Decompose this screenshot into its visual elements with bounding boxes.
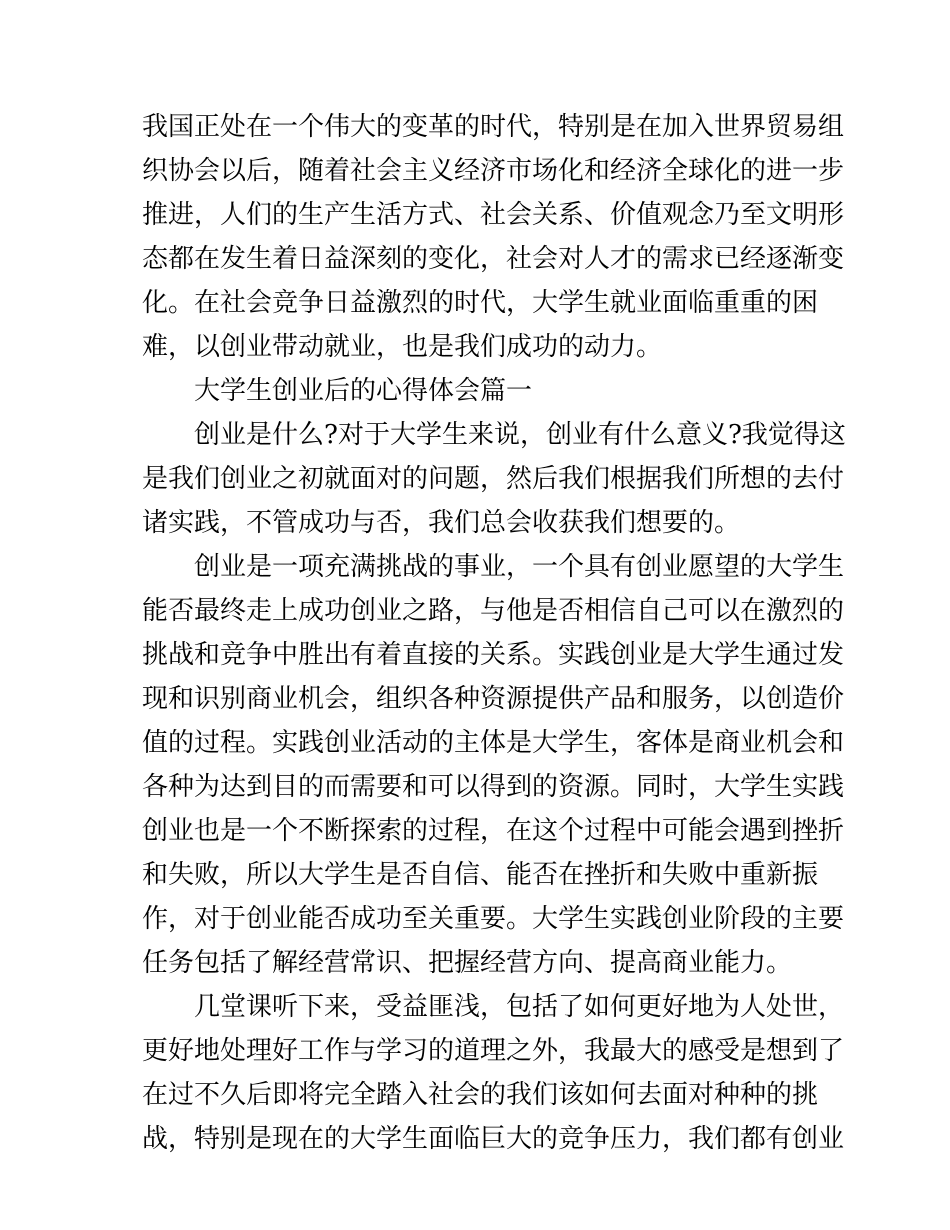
text-line: 更好地处理好工作与学习的道理之外，我最大的感受是想到了 [142,1036,845,1066]
text-line: 几堂课听下来，受益匪浅，包括了如何更好地为人处世， [194,992,845,1022]
section-heading: 大学生创业后的心得体会篇一 [194,376,533,406]
text-line: 诸实践，不管成功与否，我们总会收获我们想要的。 [142,508,741,538]
text-line: 任务包括了解经营常识、把握经营方向、提高商业能力。 [142,948,793,978]
text-line: 各种为达到目的而需要和可以得到的资源。同时，大学生实践 [142,772,845,802]
text-line: 作，对于创业能否成功至关重要。大学生实践创业阶段的主要 [142,904,845,934]
text-line: 战，特别是现在的大学生面临巨大的竞争压力，我们都有创业 [142,1124,845,1154]
text-line: 和失败，所以大学生是否自信、能否在挫折和失败中重新振 [142,860,819,890]
text-line: 推进，人们的生产生活方式、社会关系、价值观念乃至文明形 [142,200,845,230]
text-line: 在过不久后即将完全踏入社会的我们该如何去面对种种的挑 [142,1080,819,1110]
text-line: 是我们创业之初就面对的问题，然后我们根据我们所想的去付 [142,464,845,494]
text-line: 创业也是一个不断探索的过程，在这个过程中可能会遇到挫折 [142,816,845,846]
text-line: 态都在发生着日益深刻的变化，社会对人才的需求已经逐渐变 [142,244,845,274]
text-line: 化。在社会竞争日益激烈的时代，大学生就业面临重重的困 [142,288,819,318]
text-line: 创业是一项充满挑战的事业，一个具有创业愿望的大学生 [194,552,845,582]
document-body [142,105,846,1161]
text-line: 挑战和竞争中胜出有着直接的关系。实践创业是大学生通过发 [142,640,845,670]
text-line: 难，以创业带动就业，也是我们成功的动力。 [142,332,663,362]
text-line: 织协会以后，随着社会主义经济市场化和经济全球化的进一步 [142,156,845,186]
text-line: 创业是什么?对于大学生来说，创业有什么意义?我觉得这 [194,420,846,450]
text-line: 值的过程。实践创业活动的主体是大学生，客体是商业机会和 [142,728,845,758]
text-line: 我国正处在一个伟大的变革的时代，特别是在加入世界贸易组 [142,112,845,142]
text-line: 能否最终走上成功创业之路，与他是否相信自己可以在激烈的 [142,596,845,626]
text-line: 现和识别商业机会，组织各种资源提供产品和服务，以创造价 [142,684,845,714]
